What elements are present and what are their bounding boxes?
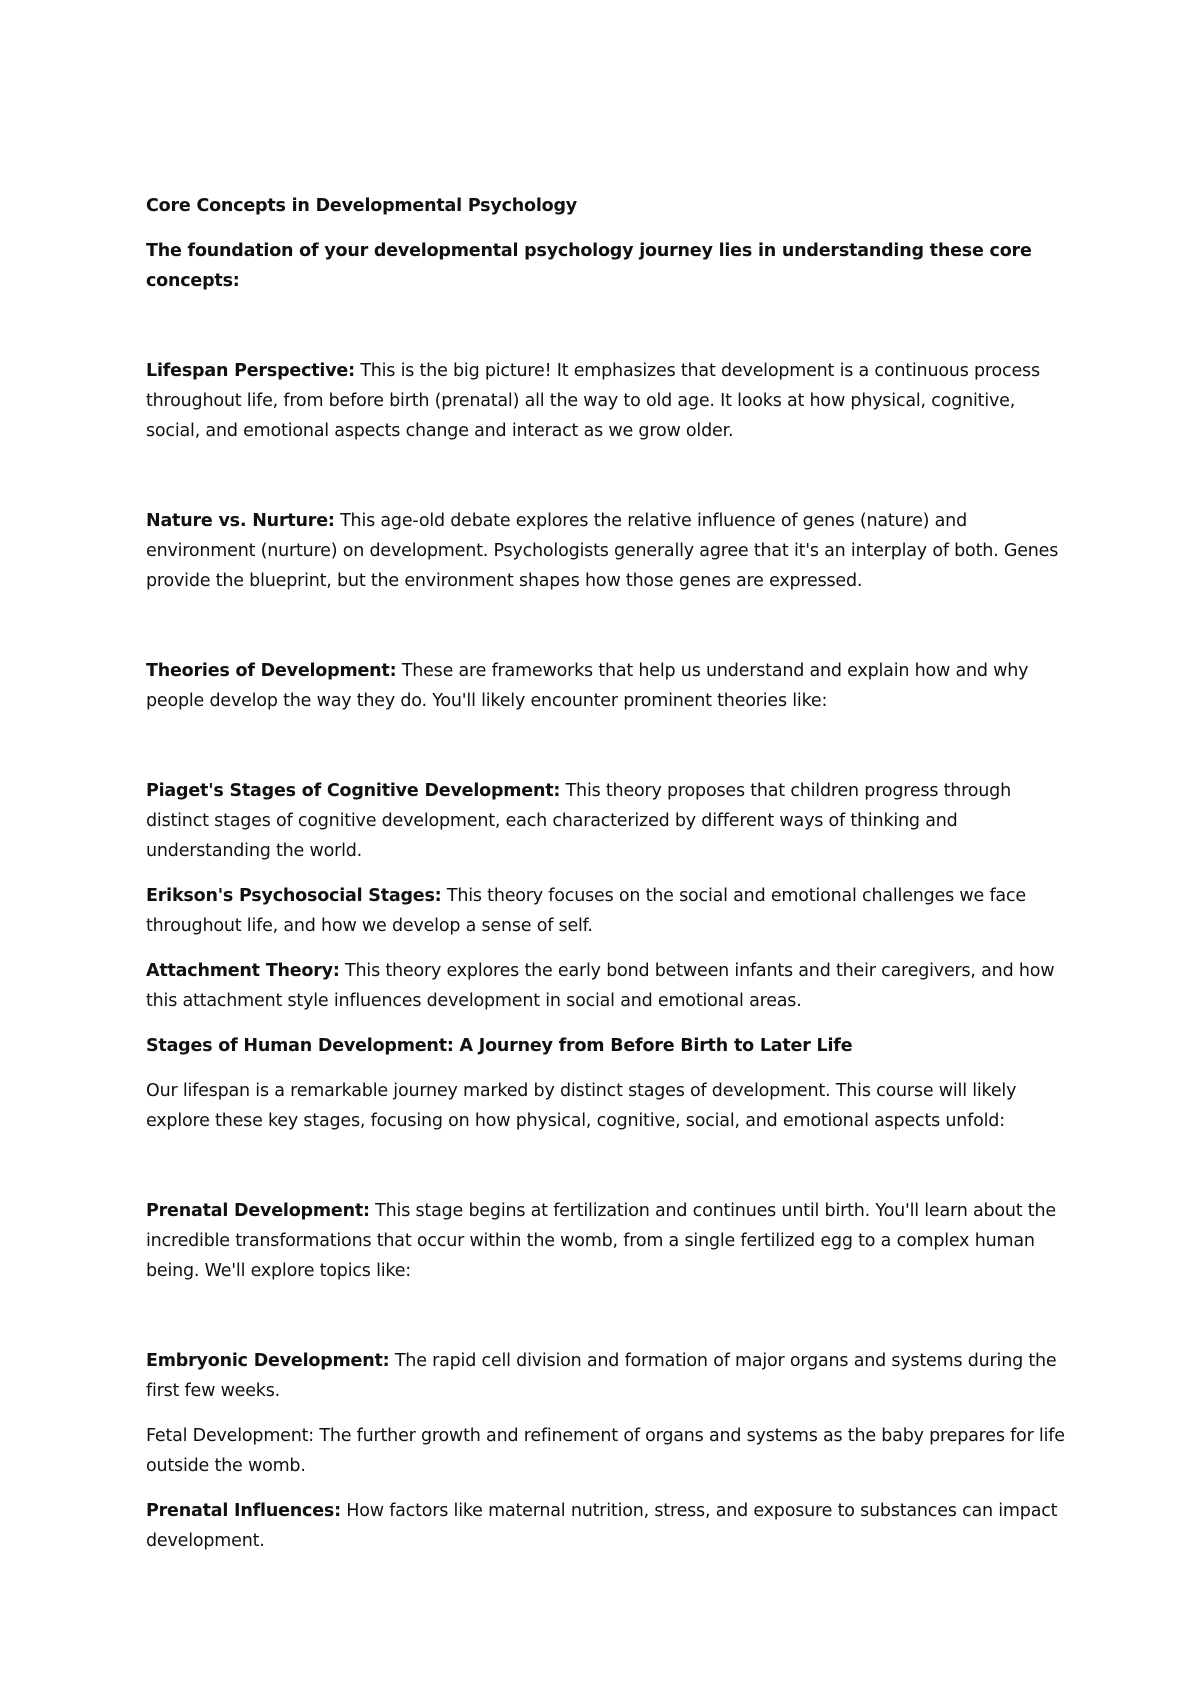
term-label: Embryonic Development: — [146, 1351, 390, 1371]
term-label: Erikson's Psychosocial Stages: — [146, 886, 442, 906]
stages-intro-paragraph: Our lifespan is a remarkable journey marked by distinct stages of development. This course will likely explore these key stages, focusing on how physical, cognitive, social, and emotional aspects unfold: — [146, 1081, 1017, 1131]
term-label: Theories of Development: — [146, 661, 397, 681]
term-description: This theory explores the early bond between infants and their caregivers, and how this attachment style influences development in social and emotional areas. — [146, 961, 1055, 1011]
embryonic-paragraph — [146, 1346, 1071, 1406]
term-description: These are frameworks that help us understand and explain how and why people develop the way they do. You'll likely encounter prominent theories like: — [146, 661, 1029, 711]
attachment-paragraph — [146, 956, 1071, 1016]
piaget-paragraph — [146, 776, 1071, 866]
prenatal-paragraph — [146, 1196, 1071, 1286]
term-label: Prenatal Influences: — [146, 1501, 341, 1521]
theories-paragraph — [146, 656, 1071, 716]
nature-nurture-paragraph — [146, 506, 1071, 596]
fetal-paragraph: Fetal Development: The further growth and refinement of organs and systems as the baby prepares for life outside the womb. — [146, 1426, 1065, 1476]
term-description: This is the big picture! It emphasizes that development is a continuous process throughout life, from before birth (prenatal) all the way to old age. It looks at how physical, cognitive, social, and emotional aspects change and interact as we grow older. — [146, 361, 1040, 441]
document-title: Core Concepts in Developmental Psychology — [146, 196, 577, 216]
term-description: This theory focuses on the social and emotional challenges we face throughout life, and how we develop a sense of self. — [146, 886, 1026, 936]
erikson-paragraph — [146, 881, 1071, 941]
stages-heading: Stages of Human Development: A Journey from Before Birth to Later Life — [146, 1036, 853, 1056]
term-description: How factors like maternal nutrition, stress, and exposure to substances can impact development. — [146, 1501, 1058, 1551]
term-description: The rapid cell division and formation of major organs and systems during the first few weeks. — [146, 1351, 1057, 1401]
term-label: Attachment Theory: — [146, 961, 340, 981]
term-label: Lifespan Perspective: — [146, 361, 355, 381]
prenatal-influences-paragraph — [146, 1496, 1071, 1556]
term-description: This age-old debate explores the relative influence of genes (nature) and environment (nurture) on development. Psychologists generally agree that it's an interplay of both. Genes provide the blueprint, but the environment shapes how those genes are expressed. — [146, 511, 1059, 591]
intro-paragraph: The foundation of your developmental psychology journey lies in understanding these core concepts: — [146, 241, 1032, 291]
term-label: Piaget's Stages of Cognitive Development: — [146, 781, 561, 801]
term-description: This stage begins at fertilization and continues until birth. You'll learn about the incredible transformations that occur within the womb, from a single fertilized egg to a complex human being. We'll explore topics like: — [146, 1201, 1056, 1281]
term-description: This theory proposes that children progress through distinct stages of cognitive development, each characterized by different ways of thinking and understanding the world. — [146, 781, 1011, 861]
lifespan-perspective-paragraph — [146, 356, 1071, 446]
term-label: Prenatal Development: — [146, 1201, 370, 1221]
term-label: Nature vs. Nurture: — [146, 511, 335, 531]
